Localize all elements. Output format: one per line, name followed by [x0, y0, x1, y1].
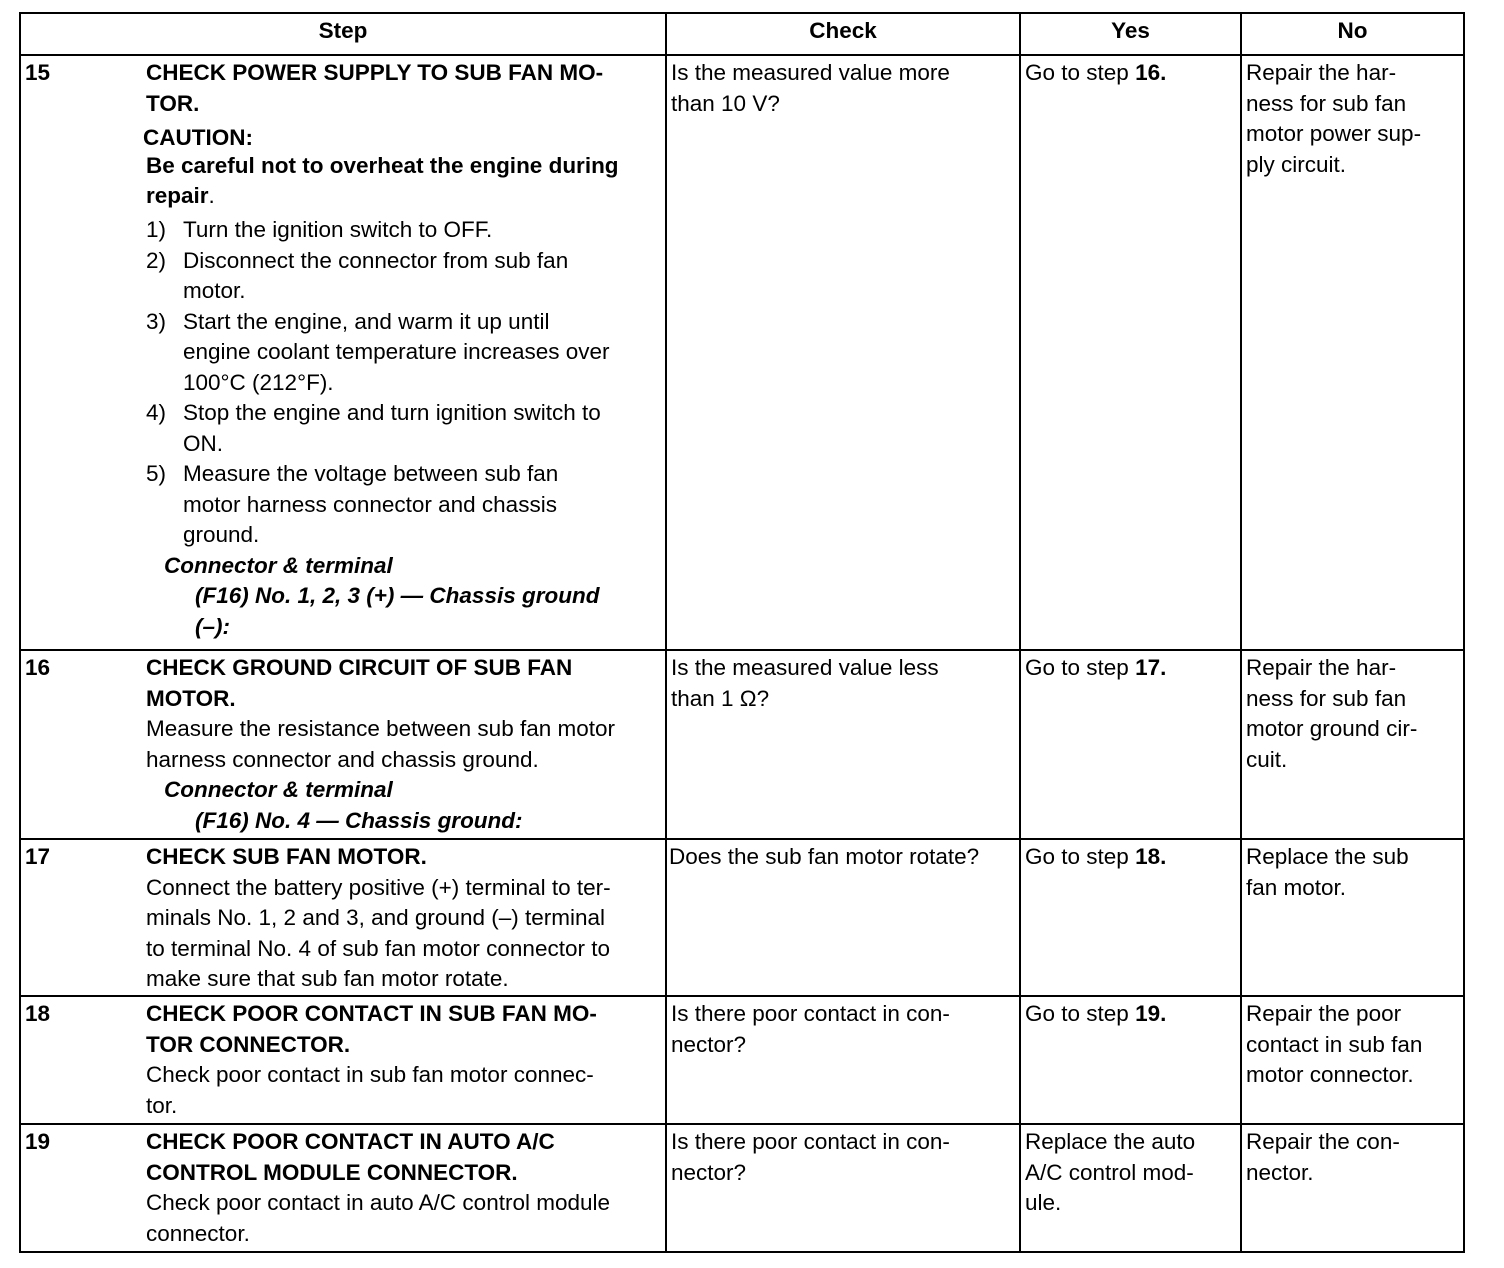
yes-cell: Go to step 16.	[1020, 55, 1241, 650]
check-cell: Does the sub fan motor rotate?	[666, 839, 1020, 996]
header-no: No	[1241, 13, 1464, 55]
no-cell: Repair the har- ness for sub fan motor ground cir- cuit.	[1241, 650, 1464, 839]
list-item: 1) Turn the ignition switch to OFF.	[146, 217, 493, 242]
step-cell	[20, 1124, 666, 1252]
step-number: 15	[25, 60, 51, 85]
list-item: 3) Start the engine, and warm it up until engine coolant temperature increases over 100°C (212°F).	[146, 308, 610, 395]
list-item: 2) Disconnect the connector from sub fan motor.	[146, 247, 569, 303]
connector-terminal-heading: Connector & terminal	[164, 552, 393, 578]
step-number: 19	[25, 1129, 51, 1154]
step-cell	[20, 650, 666, 839]
step-title: CHECK POWER SUPPLY TO SUB FAN MO- TOR.	[146, 60, 604, 116]
header-step: Step	[20, 13, 666, 55]
check-cell: Is the measured value more than 10 V?	[666, 55, 1020, 650]
check-cell: Is there poor contact in con- nector?	[666, 1124, 1020, 1252]
table-row	[20, 1124, 1464, 1252]
diagnostic-table	[19, 12, 1465, 1253]
yes-cell: Go to step 19.	[1020, 996, 1241, 1124]
step-body: Measure the resistance between sub fan motor harness connector and chassis ground.	[146, 716, 616, 772]
yes-cell: Replace the auto A/C control mod- ule.	[1020, 1124, 1241, 1252]
table-row	[20, 996, 1464, 1124]
caution-text: Be careful not to overheat the engine during repair.	[146, 153, 619, 208]
list-item: 4) Stop the engine and turn ignition switch to ON.	[146, 400, 601, 456]
caution-heading: CAUTION:	[143, 125, 253, 150]
connector-terminal-value: (F16) No. 4 — Chassis ground:	[195, 807, 523, 833]
step-body: Connect the battery positive (+) terminal to ter- minals No. 1, 2 and 3, and ground (–) terminal to terminal No. 4 of sub fan motor connector to make sure that sub fan motor rotate.	[146, 874, 611, 991]
step-title: CHECK POOR CONTACT IN AUTO A/C CONTROL MODULE CONNECTOR.	[146, 1129, 555, 1185]
procedure-list	[146, 215, 661, 551]
step-number: 17	[25, 844, 51, 869]
step-number: 18	[25, 1001, 51, 1026]
step-title: CHECK POOR CONTACT IN SUB FAN MO- TOR CONNECTOR.	[146, 1001, 597, 1057]
step-title: CHECK SUB FAN MOTOR.	[146, 844, 427, 869]
yes-cell: Go to step 18.	[1020, 839, 1241, 996]
table-header-row	[20, 13, 1464, 55]
check-cell: Is there poor contact in con- nector?	[666, 996, 1020, 1124]
header-yes: Yes	[1020, 13, 1241, 55]
step-cell	[20, 996, 666, 1124]
yes-cell: Go to step 17.	[1020, 650, 1241, 839]
step-title: CHECK GROUND CIRCUIT OF SUB FAN MOTOR.	[146, 655, 573, 711]
step-cell	[20, 839, 666, 996]
no-cell: Replace the sub fan motor.	[1241, 839, 1464, 996]
step-body: Check poor contact in auto A/C control module connector.	[146, 1190, 611, 1246]
no-cell: Repair the poor contact in sub fan motor connector.	[1241, 996, 1464, 1124]
step-body: Check poor contact in sub fan motor connec- tor.	[146, 1062, 594, 1118]
connector-terminal-value: (F16) No. 1, 2, 3 (+) — Chassis ground (–):	[195, 583, 600, 639]
step-cell	[20, 55, 666, 650]
connector-terminal-heading: Connector & terminal	[164, 777, 393, 802]
step-number: 16	[25, 655, 51, 680]
no-cell: Repair the har- ness for sub fan motor power sup- ply circuit.	[1241, 55, 1464, 650]
header-check: Check	[666, 13, 1020, 55]
table-row	[20, 55, 1464, 650]
no-cell: Repair the con- nector.	[1241, 1124, 1464, 1252]
list-item: 5) Measure the voltage between sub fan motor harness connector and chassis ground.	[146, 461, 559, 547]
table-row	[20, 650, 1464, 839]
check-cell: Is the measured value less than 1 Ω?	[666, 650, 1020, 839]
table-row	[20, 839, 1464, 996]
